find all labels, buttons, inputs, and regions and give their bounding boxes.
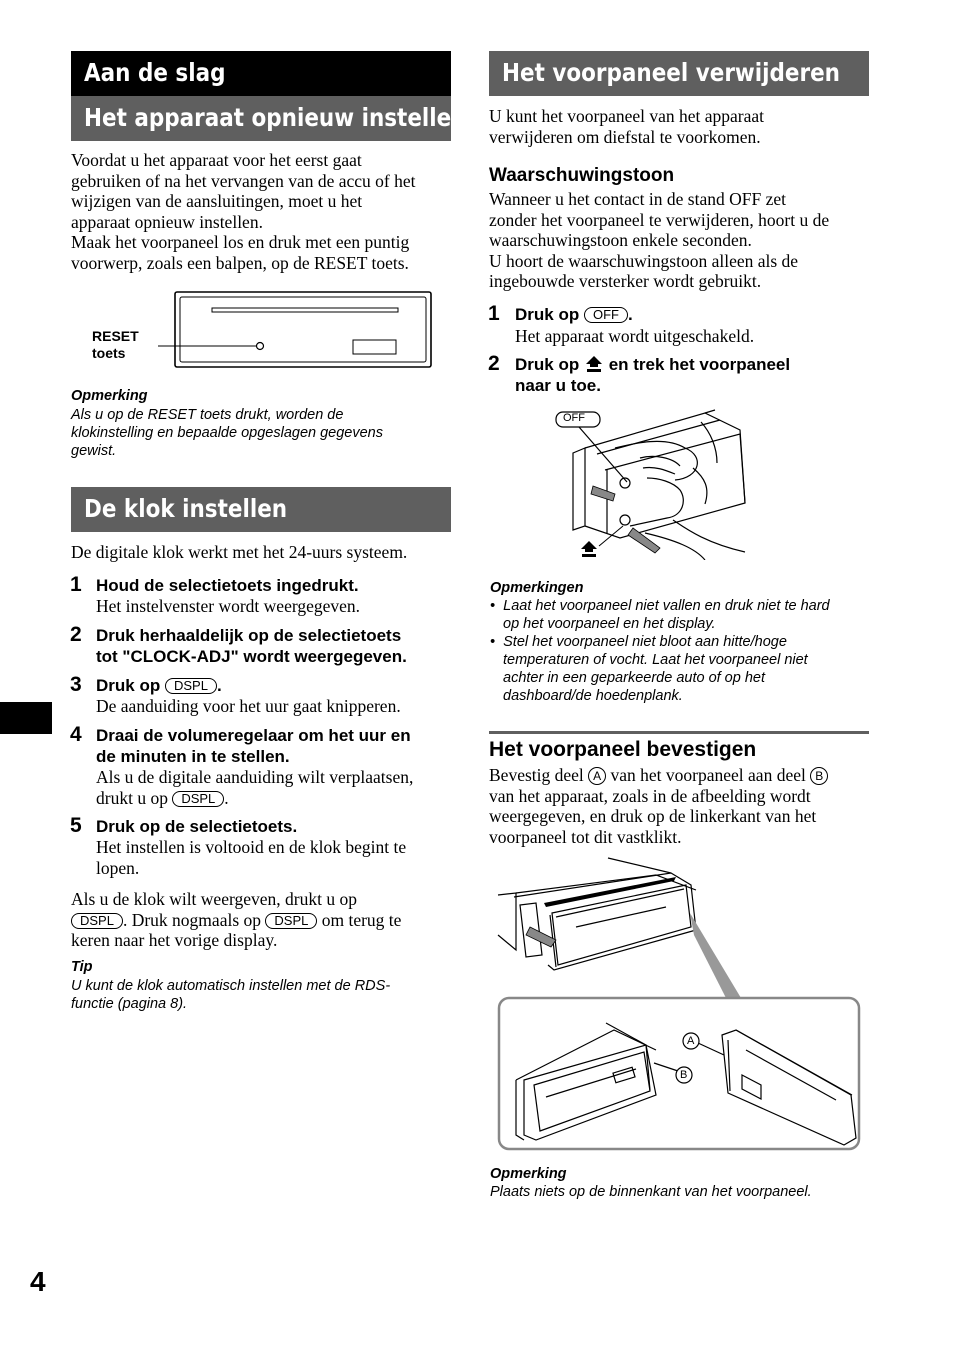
step-heading: Houd de selectietoets ingedrukt. [96,576,359,595]
remove-intro: U kunt het voorpaneel van het apparaat verwijderen om diefstal te voorkomen. [489,106,765,147]
step-desc: Het apparaat wordt uitgeschakeld. [515,326,755,346]
step-heading: Druk herhaaldelijk op de selectietoets tot "CLOCK-ADJ" wordt weergegeven. [96,626,407,666]
step-number: 2 [70,623,82,646]
step-heading: Druk op de selectietoets. [96,817,298,836]
off-callout: OFF [563,412,585,424]
step-heading: Druk op en trek het voorpaneel naar u toe. [515,355,791,395]
tip-text: U kunt de klok automatisch instellen met de RDS- functie (pagina 8). [71,978,391,1012]
warning-text: Wanneer u het contact in de stand OFF zet zonder het voorpaneel te verwijderen, hoort u de waarschuwingstoon enkele seconden. U hoort de waarschuwingstoon alleen als de ingebouwde versterker wordt gebruikt. [489,189,830,291]
dspl-button-label: DSPL [265,913,317,929]
notes-heading: Opmerkingen [490,580,584,596]
dspl-button-label: DSPL [165,678,217,694]
step-number: 1 [488,302,500,325]
remove-panel-illustration [555,408,770,560]
section-title-klok: De klok instellen [71,487,451,532]
section-title-reset: Het apparaat opnieuw instellen [71,96,451,141]
label-b-marker: B [810,767,828,785]
tip-heading: Tip [71,959,93,975]
step-desc: Het instellen is voltooid en de klok begint te lopen. [96,837,407,878]
step-number: 1 [70,573,82,596]
note1-heading: Opmerking [71,388,148,404]
warning-heading: Waarschuwingstoon [489,165,675,186]
callout-a: A [687,1035,695,1047]
step-number: 5 [70,814,82,837]
step-heading: Druk op DSPL . [96,676,222,695]
step-desc: Als u de digitale aanduiding wilt verplaatsen, drukt u op DSPL . [96,767,414,808]
note2-heading: Opmerking [490,1166,567,1182]
section-title-verwijderen: Het voorpaneel verwijderen [489,51,869,96]
attach-panel-illustration [496,855,862,1153]
callout-b: B [680,1069,688,1081]
note1-text: Als u op de RESET toets drukt, worden de klokinstelling en bepaalde opgeslagen gegevens gewist. [71,407,383,459]
release-icon [584,355,604,373]
display-instructions: Als u de klok wilt weergeven, drukt u op DSPL . Druk nogmaals op DSPL om terug te keren naar het vorige display. [71,889,402,950]
label-a-marker: A [588,767,606,785]
step-number: 4 [70,723,82,746]
off-button-label: OFF [584,307,628,323]
attach-text: Bevestig deel A van het voorpaneel aan deel B van het apparaat, zoals in de afbeelding wordt weergegeven, en druk op de linkerkant van het voorpaneel tot dit vastklikt. [489,765,828,847]
page-number: 4 [30,1266,46,1297]
clock-intro: De digitale klok werkt met het 24-uurs systeem. [71,542,408,562]
notes-list: • Laat het voorpaneel niet vallen en druk niet te hard op het voorpaneel en het display. • Stel het voorpaneel niet bloot aan hitte/hoge temperaturen of vocht. Laat het voorpaneel niet achter in een geparkeerde auto of op het dashboard/de hoedenplank. [490,598,830,704]
step-desc: De aanduiding voor het uur gaat knipperen. [96,696,401,716]
step-number: 2 [488,352,500,375]
reset-intro: Voordat u het apparaat voor het eerst gaat gebruiken of na het vervangen van de accu of het wijzigen van de aansluitingen, moet u het apparaat opnieuw instellen. Maak het voorpaneel los en druk met een puntig voorwerp, zoals een balpen, op de RESET toets. [71,150,416,273]
dspl-button-label: DSPL [71,913,123,929]
step-number: 3 [70,673,82,696]
divider [489,731,869,734]
dspl-button-label: DSPL [172,791,224,807]
step-heading: Druk op OFF . [515,305,633,324]
reset-label: RESET toets [92,328,139,361]
note2-text: Plaats niets op de binnenkant van het voorpaneel. [490,1184,812,1200]
reset-illustration [150,288,440,372]
step-heading: Draai de volumeregelaar om het uur en de minuten in te stellen. [96,726,411,766]
step-desc: Het instelvenster wordt weergegeven. [96,596,361,616]
section-title-aan-de-slag: Aan de slag [71,51,451,96]
section-tab [0,702,52,734]
attach-heading: Het voorpaneel bevestigen [489,738,757,761]
